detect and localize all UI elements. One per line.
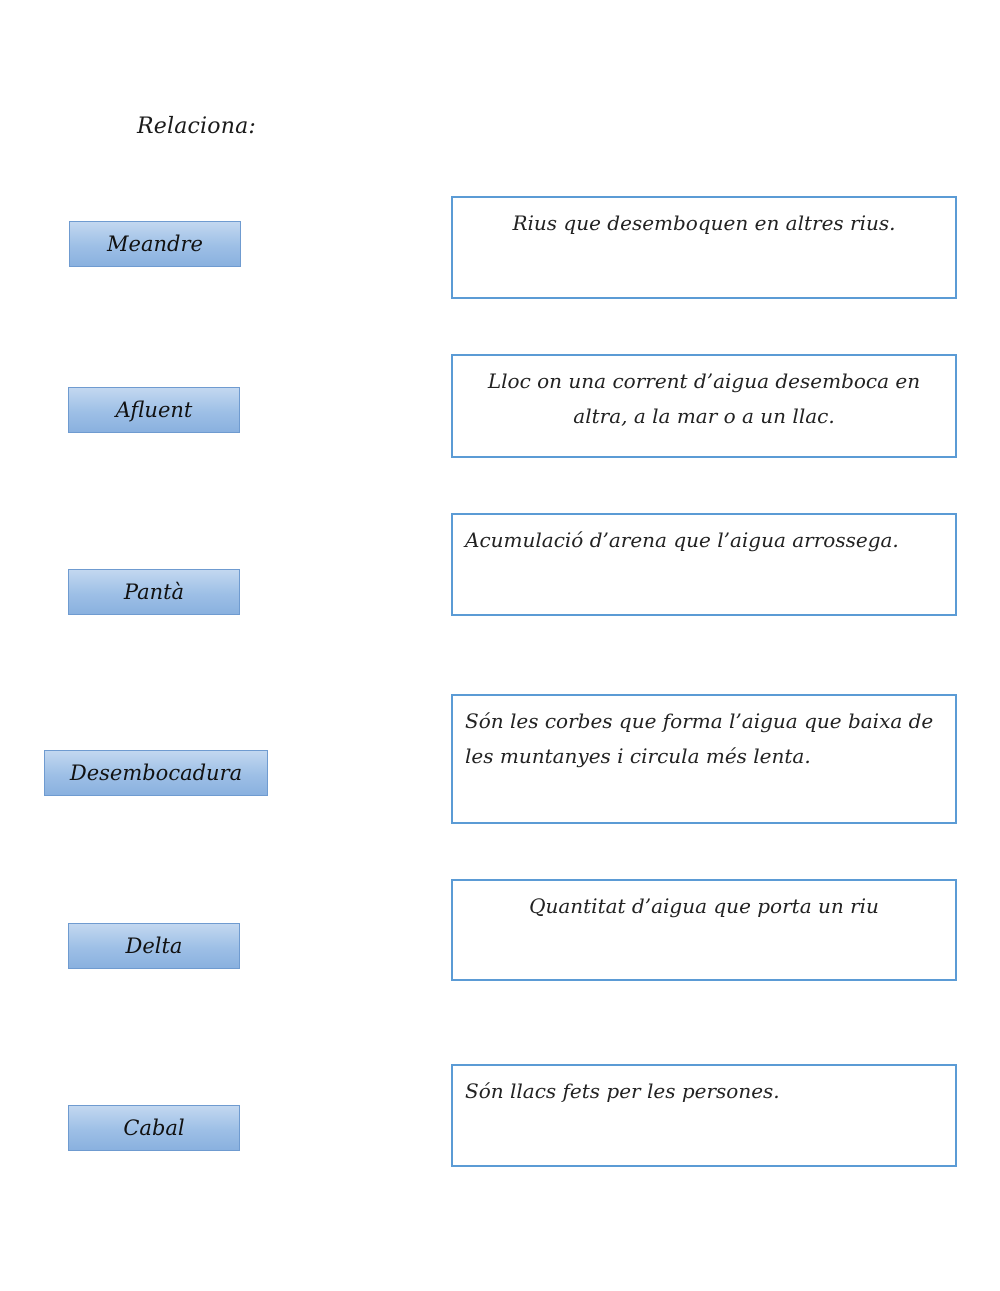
term-card-panta[interactable]: Pantà xyxy=(68,569,240,615)
term-card-desembocadura[interactable]: Desembocadura xyxy=(44,750,268,796)
definition-box-4[interactable]: Són les corbes que forma l’aigua que baixa de les muntanyes i circula més lenta. xyxy=(451,694,957,824)
term-card-delta[interactable]: Delta xyxy=(68,923,240,969)
term-card-afluent[interactable]: Afluent xyxy=(68,387,240,433)
definition-box-3[interactable]: Acumulació d’arena que l’aigua arrossega. xyxy=(451,513,957,616)
definition-box-1[interactable]: Rius que desemboquen en altres rius. xyxy=(451,196,957,299)
term-card-meandre[interactable]: Meandre xyxy=(69,221,241,267)
definition-box-2[interactable]: Lloc on una corrent d’aigua desemboca en altra, a la mar o a un llac. xyxy=(451,354,957,458)
definition-box-6[interactable]: Són llacs fets per les persones. xyxy=(451,1064,957,1167)
definition-box-5[interactable]: Quantitat d’aigua que porta un riu xyxy=(451,879,957,981)
worksheet-title: Relaciona: xyxy=(137,114,257,139)
term-card-cabal[interactable]: Cabal xyxy=(68,1105,240,1151)
